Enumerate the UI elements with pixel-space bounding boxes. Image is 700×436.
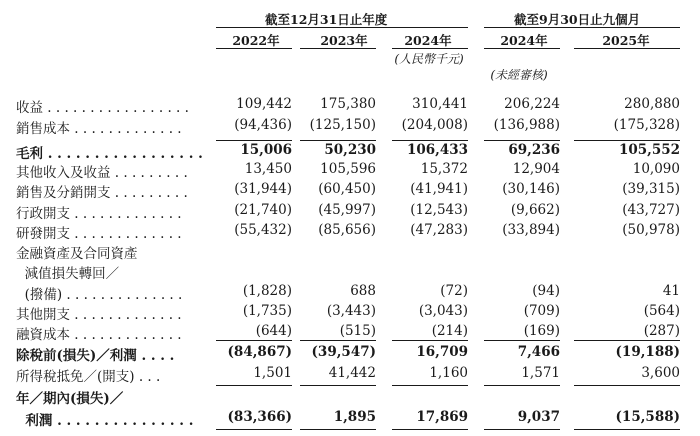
table-row [0,117,700,135]
row-value: 7,466 [517,344,560,360]
row-value: 17,869 [416,409,468,425]
subtotal-rule [300,140,376,141]
subtotal-rule [574,140,680,141]
year-header-2024-9m: 2024年 [500,33,548,48]
row-value: 69,236 [508,142,560,158]
row-label: 銷售成本 . . . . . . . . . . . . . [16,121,182,137]
row-value: (1,828) [242,283,292,299]
row-value: 41 [662,283,680,299]
subtotal-rule [484,385,560,386]
row-value: 105,596 [320,161,376,177]
row-label: 年／期內(損失)／ [16,391,124,407]
row-value: 688 [350,283,376,299]
header-group-rule-9m [484,27,680,28]
row-value: 1,895 [333,409,376,425]
row-label: 除稅前(損失)／利潤 . . . . [16,348,175,364]
row-value: (169) [523,323,560,339]
subtotal-rule [392,385,468,386]
unit-note: (人民幣千元) [394,52,464,66]
year-header-2024-fy: 2024年 [404,33,452,48]
row-value: (30,146) [502,181,560,197]
row-value: 3,600 [641,365,680,381]
row-value: (15,588) [615,409,680,425]
row-value: (94) [532,283,560,299]
row-label: 其他開支 . . . . . . . . . . . . . [16,307,182,323]
row-value: 105,552 [618,142,680,158]
table-row [0,202,700,220]
row-label: 研發開支 . . . . . . . . . . . . . [16,226,182,242]
row-value: (12,543) [410,202,468,218]
row-value: (287) [643,323,680,339]
row-value: 1,501 [253,365,292,381]
table-row [0,344,700,362]
row-value: 106,433 [406,142,468,158]
header-group-rule-fy [216,27,468,28]
row-value: (204,008) [401,117,468,133]
row-label: 金融資產及合同資產 [16,246,138,262]
total-rule [484,429,560,430]
table-row [0,222,700,240]
row-value: (31,944) [234,181,292,197]
year-header-2025: 2025年 [602,33,650,48]
row-value: (41,941) [410,181,468,197]
row-label: 行政開支 . . . . . . . . . . . . . [16,206,182,222]
row-label: 其他收入及收益 . . . . . . . . . [16,165,188,181]
row-value: (125,150) [309,117,376,133]
row-label: 收益 . . . . . . . . . . . . . . . . . [16,100,189,116]
year-header-2023: 2023年 [320,33,368,48]
table-row [0,365,700,383]
row-value: (33,894) [502,222,560,238]
header-group-fiscal-year: 截至12月31日止年度 [265,12,388,27]
total-rule [574,429,680,430]
subtotal-rule [216,340,292,341]
row-value: (39,315) [622,181,680,197]
row-value: (709) [523,303,560,319]
subtotal-rule [574,340,680,341]
row-value: (55,432) [234,222,292,238]
row-value: 310,441 [412,96,468,112]
row-value: 280,880 [624,96,680,112]
table-row [0,387,700,405]
unaudited-note: (未經審核) [490,68,548,82]
subtotal-rule [300,340,376,341]
subtotal-rule [484,340,560,341]
row-value: (47,283) [410,222,468,238]
row-value: (85,656) [318,222,376,238]
year-rule-2025 [574,48,680,49]
row-value: (60,450) [318,181,376,197]
year-header-2022: 2022年 [232,33,280,48]
table-row [0,409,700,427]
row-label: 銷售及分銷開支 . . . . . . . . . [16,185,188,201]
subtotal-rule [484,140,560,141]
year-rule-2023 [300,48,376,49]
row-label: 利潤 . . . . . . . . . . . . . . . [16,413,194,429]
table-row [0,262,700,280]
row-value: (43,727) [622,202,680,218]
table-row [0,96,700,114]
row-label: 毛利 . . . . . . . . . . . . . . . . . [16,146,203,162]
year-rule-2022 [216,48,292,49]
year-rule-2024-fy [392,48,468,49]
subtotal-rule [300,385,376,386]
table-row [0,242,700,260]
row-value: (175,328) [613,117,680,133]
row-value: 16,709 [416,344,468,360]
row-value: (21,740) [234,202,292,218]
row-value: (94,436) [234,117,292,133]
row-value: (84,867) [227,344,292,360]
subtotal-rule [392,140,468,141]
row-value: 206,224 [504,96,560,112]
row-value: (3,443) [326,303,376,319]
row-value: 12,904 [512,161,560,177]
table-row [0,283,700,301]
subtotal-rule [216,385,292,386]
table-row [0,323,700,341]
row-value: 175,380 [320,96,376,112]
row-value: 13,450 [244,161,292,177]
row-value: (72) [440,283,468,299]
row-value: 15,006 [240,142,292,158]
table-row [0,303,700,321]
total-rule [300,429,376,430]
table-row [0,161,700,179]
row-value: (50,978) [622,222,680,238]
row-value: (19,188) [615,344,680,360]
row-label: 所得稅抵免／(開支) . . . [16,369,161,385]
subtotal-rule [574,385,680,386]
row-value: (3,043) [418,303,468,319]
row-value: (1,735) [242,303,292,319]
subtotal-rule [216,140,292,141]
row-value: 50,230 [324,142,376,158]
row-value: (39,547) [311,344,376,360]
row-value: (515) [339,323,376,339]
row-value: 10,090 [632,161,680,177]
row-label: 融資成本 . . . . . . . . . . . . . [16,327,182,343]
row-value: 109,442 [236,96,292,112]
subtotal-rule [392,340,468,341]
row-value: (136,988) [493,117,560,133]
row-value: (9,662) [510,202,560,218]
row-value: 41,442 [328,365,376,381]
row-value: (644) [255,323,292,339]
total-rule [392,429,468,430]
row-value: 9,037 [517,409,560,425]
header-group-nine-months: 截至9月30日止九個月 [514,12,641,27]
row-value: (214) [431,323,468,339]
row-value: 15,372 [420,161,468,177]
row-label: 減值損失轉回／ [16,266,120,282]
row-label: (撥備) . . . . . . . . . . . . . . [16,287,183,303]
row-value: (564) [643,303,680,319]
row-value: (83,366) [227,409,292,425]
row-value: 1,571 [521,365,560,381]
table-row [0,181,700,199]
row-value: 1,160 [429,365,468,381]
table-row [0,142,700,160]
total-rule [216,429,292,430]
row-value: (45,997) [318,202,376,218]
year-rule-2024-9m [484,48,560,49]
